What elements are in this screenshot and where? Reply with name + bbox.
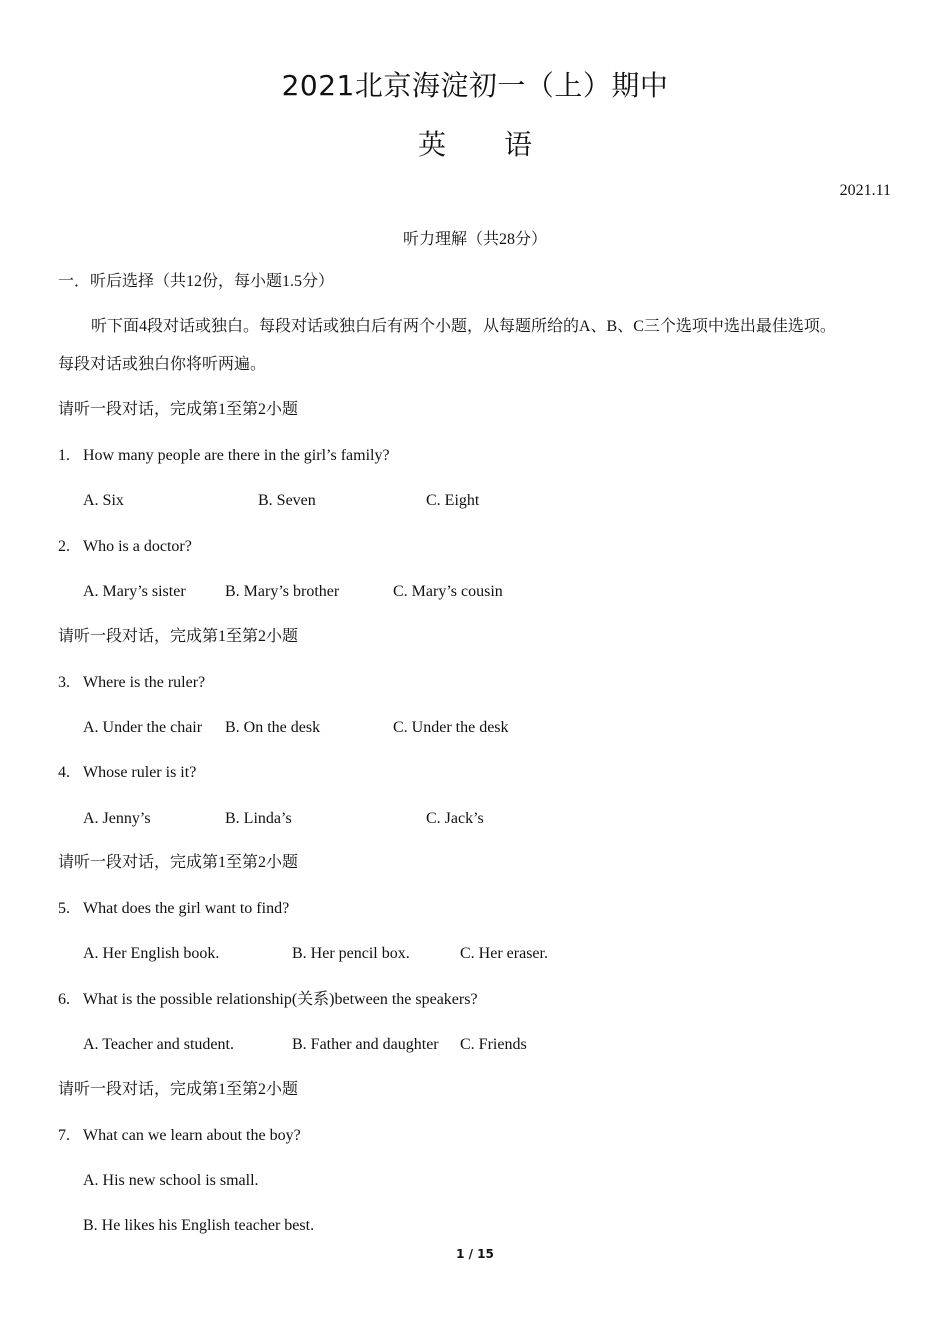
option-5a: A. Her English book. (83, 945, 220, 962)
question-number: 6. (58, 991, 70, 1008)
option-3b: B. On the desk (225, 719, 321, 736)
part-title: 一．听后选择（共12份，每小题1.5分） (58, 273, 335, 290)
dialogue-prompt-2: 请听一段对话，完成第1至第2小题 (58, 628, 299, 645)
question-text: Who is a doctor? (83, 538, 192, 555)
option-6a: A. Teacher and student. (83, 1036, 234, 1053)
subject-char-1: 英 (417, 128, 446, 161)
exam-date: 2021.11 (839, 182, 891, 199)
dialogue-prompt-1: 请听一段对话，完成第1至第2小题 (58, 401, 299, 418)
question-text: What can we learn about the boy? (83, 1127, 301, 1144)
question-number: 3. (58, 674, 70, 691)
option-4b: B. Linda’s (225, 810, 292, 827)
option-1b: B. Seven (258, 492, 316, 509)
question-number: 7. (58, 1127, 70, 1144)
dialogue-prompt-4: 请听一段对话，完成第1至第2小题 (58, 1081, 299, 1098)
question-6 (58, 990, 478, 1010)
option-1a: A. Six (83, 492, 124, 509)
option-3a: A. Under the chair (83, 719, 203, 736)
question-5 (58, 899, 289, 919)
question-text: What is the possible relationship(关系)between the speakers? (83, 991, 478, 1008)
question-text: What does the girl want to find? (83, 900, 290, 917)
question-text: Whose ruler is it? (83, 764, 197, 781)
instructions-line-2: 每段对话或独白你将听两遍。 (58, 356, 267, 373)
question-3 (58, 673, 205, 693)
document-title: 2021北京海淀初一（上）期中 (281, 69, 669, 102)
question-number: 4. (58, 764, 70, 781)
option-7a: A. His new school is small. (83, 1172, 259, 1189)
option-6b: B. Father and daughter (292, 1036, 439, 1053)
option-7b: B. He likes his English teacher best. (83, 1217, 315, 1234)
dialogue-prompt-3: 请听一段对话，完成第1至第2小题 (58, 854, 299, 871)
question-1 (58, 446, 390, 466)
option-1c: C. Eight (426, 492, 480, 509)
section-heading: 听力理解（共28分） (402, 231, 547, 248)
option-5c: C. Her eraser. (460, 945, 548, 962)
question-2 (58, 537, 192, 557)
option-6c: C. Friends (460, 1036, 527, 1053)
option-3c: C. Under the desk (393, 719, 509, 736)
page-indicator: 1 / 15 (456, 1247, 494, 1261)
option-4c: C. Jack’s (426, 810, 484, 827)
question-7 (58, 1126, 301, 1146)
question-number: 1. (58, 447, 70, 464)
option-2c: C. Mary’s cousin (393, 583, 503, 600)
question-number: 5. (58, 900, 70, 917)
instructions-line-1: 听下面4段对话或独白。每段对话或独白后有两个小题，从每题所给的A、B、C三个选项中选出最佳选项。 (91, 318, 836, 335)
question-text: How many people are there in the girl’s family? (83, 447, 390, 464)
question-4 (58, 763, 196, 783)
option-2a: A. Mary’s sister (83, 583, 186, 600)
subject-char-2: 语 (504, 128, 533, 161)
option-4a: A. Jenny’s (83, 810, 151, 827)
question-text: Where is the ruler? (83, 674, 206, 691)
question-number: 2. (58, 538, 70, 555)
subject-title (0, 123, 950, 163)
option-5b: B. Her pencil box. (292, 945, 410, 962)
option-2b: B. Mary’s brother (225, 583, 340, 600)
